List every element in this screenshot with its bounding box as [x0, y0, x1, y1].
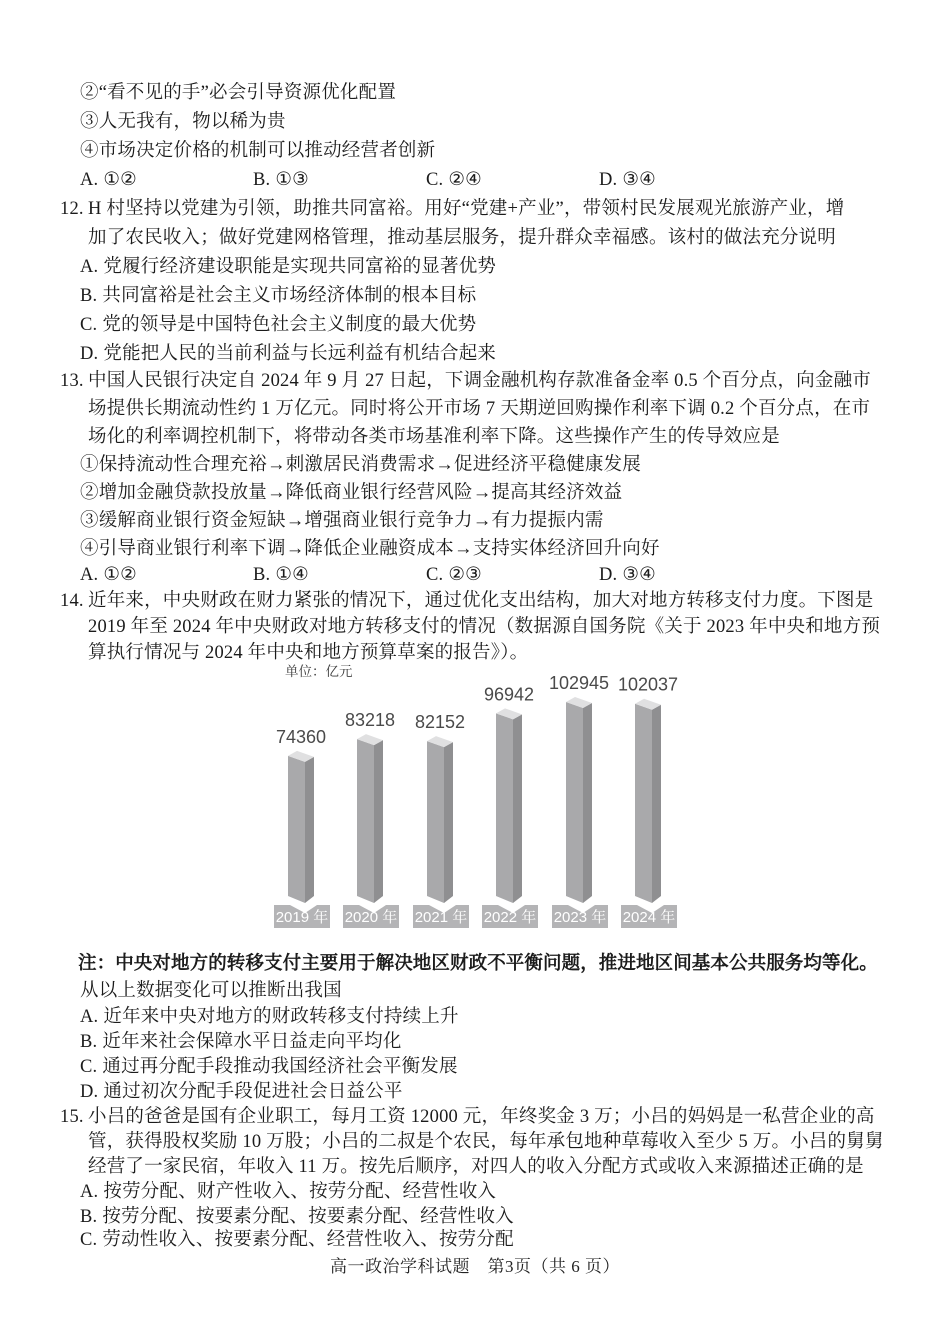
- answer-option: [80, 256, 496, 278]
- bar-column-left-face: [357, 739, 374, 903]
- option-label: D.: [599, 170, 618, 190]
- option-label: A.: [80, 565, 99, 585]
- option-text: 近年来中央对地方的财政转移支付持续上升: [103, 1007, 459, 1027]
- bar-value-label: 74360: [275, 726, 327, 747]
- option-label: B.: [80, 1032, 98, 1052]
- option-text: ②③: [448, 565, 482, 585]
- question-text: 中国人民银行决定自 2024 年 9 月 27 日起，下调金融机构存款准备金率 0.5 个百分点，向金融市: [88, 371, 871, 391]
- chart-note-line: 注：中央对地方的转移支付主要用于解决地区财政不平衡问题，推进地区间基本公共服务均等化。: [78, 954, 878, 974]
- bar-category-label: 2023 年: [553, 909, 607, 926]
- bar-column-right-face: [305, 757, 314, 903]
- question-line: [60, 370, 871, 392]
- option-text: ①④: [275, 565, 309, 585]
- option-text: 劳动性收入、按要素分配、经营性收入、按劳分配: [102, 1230, 514, 1250]
- bar-column-left-face: [635, 704, 652, 903]
- question-line: [60, 1106, 875, 1128]
- answer-option: [80, 314, 476, 336]
- option-label: D.: [80, 1082, 99, 1102]
- answer-option: [80, 564, 137, 586]
- answer-option: [253, 169, 309, 191]
- list-item-line: ②“看不见的手”必会引导资源优化配置: [80, 83, 397, 103]
- bar-category-label: 2024 年: [622, 909, 676, 926]
- option-label: A.: [80, 1007, 99, 1027]
- question-line-continuation: 场化的利率调控机制下，将带动各类市场基准利率下降。这些操作产生的传导效应是: [88, 427, 780, 447]
- option-label: D.: [599, 565, 618, 585]
- list-item-line: ②增加金融贷款投放量→降低商业银行经营风险→提高其经济效益: [80, 483, 623, 503]
- option-label: C.: [426, 565, 444, 585]
- option-text: 党履行经济建设职能是实现共同富裕的显著优势: [103, 257, 497, 277]
- question-line-continuation: 经营了一家民宿，年收入 11 万。按先后顺序，对四人的收入分配方式或收入来源描述正确的是: [88, 1157, 864, 1177]
- answer-option: [253, 564, 309, 586]
- chart-unit-label: 单位：亿元: [285, 664, 353, 679]
- list-item-line: ③缓解商业银行资金短缺→增强商业银行竞争力→有力提振内需: [80, 511, 604, 531]
- bar-category-label: 2020 年: [344, 909, 398, 926]
- option-label: A.: [80, 170, 99, 190]
- answer-option: [80, 1229, 514, 1251]
- answer-option: [80, 343, 496, 365]
- option-label: C.: [80, 1230, 98, 1250]
- question-number: 12.: [60, 199, 84, 219]
- question-line-continuation: 算执行情况与 2024 年中央和地方预算草案的报告》）。: [88, 643, 529, 663]
- answer-option: [80, 1031, 402, 1053]
- list-item-line: ④引导商业银行利率下调→降低企业融资成本→支持实体经济回升向好: [80, 539, 660, 559]
- option-text: 共同富裕是社会主义市场经济体制的根本目标: [102, 286, 477, 306]
- question-line-continuation: 加了农民收入；做好党建网格管理，推动基层服务，提升群众幸福感。该村的做法充分说明: [88, 228, 837, 248]
- option-text: ①③: [275, 170, 309, 190]
- bar-column-left-face: [566, 702, 583, 903]
- answer-option: [80, 1081, 403, 1103]
- question-number: 14.: [60, 591, 84, 611]
- option-text: 通过再分配手段推动我国经济社会平衡发展: [102, 1057, 458, 1077]
- option-text: 按劳分配、财产性收入、按劳分配、经营性收入: [103, 1182, 497, 1202]
- option-text: 党能把人民的当前利益与长远利益有机结合起来: [103, 344, 497, 364]
- list-item-line: ③人无我有，物以稀为贵: [80, 112, 286, 132]
- transfer-payment-bar-chart: [255, 660, 715, 940]
- bar-column-right-face: [374, 740, 383, 903]
- answer-option: [599, 564, 656, 586]
- option-label: D.: [80, 344, 99, 364]
- question-line-continuation: 管，获得股权奖励 10 万股；小吕的二叔是个农民，每年承包地种草莓收入至少 5 万。小吕的舅舅: [88, 1132, 884, 1152]
- bar-column-left-face: [427, 741, 444, 903]
- answer-option: [80, 285, 476, 307]
- answer-option: [599, 169, 656, 191]
- option-label: B.: [80, 286, 98, 306]
- answer-option: [80, 1006, 459, 1028]
- question-text: H 村坚持以党建为引领，助推共同富裕。用好“党建+产业”，带领村民发展观光旅游产业，增: [88, 199, 845, 219]
- option-text: 党的领导是中国特色社会主义制度的最大优势: [102, 315, 477, 335]
- bar-column-right-face: [652, 705, 661, 903]
- option-label: B.: [253, 565, 271, 585]
- question-line-continuation: 2019 年至 2024 年中央财政对地方转移支付的情况（数据源自国务院《关于 2023 年中央和地方预: [88, 617, 881, 637]
- bar-category-label: 2022 年: [483, 909, 537, 926]
- bar-category-label: 2021 年: [414, 909, 468, 926]
- option-text: ②④: [448, 170, 482, 190]
- answer-option: [80, 1206, 514, 1228]
- list-item-line: ①保持流动性合理充裕→刺激居民消费需求→促进经济平稳健康发展: [80, 455, 642, 475]
- list-item-line: 从以上数据变化可以推断出我国: [80, 981, 342, 1001]
- option-text: 按劳分配、按要素分配、按要素分配、经营性收入: [102, 1207, 514, 1227]
- answer-option: [80, 1056, 458, 1078]
- question-text: 小吕的爸爸是国有企业职工，每月工资 12000 元，年终奖金 3 万；小吕的妈妈是一私营企业的高: [88, 1107, 875, 1127]
- list-item-line: ④市场决定价格的机制可以推动经营者创新: [80, 141, 436, 161]
- bar-value-label: 83218: [344, 710, 396, 731]
- option-text: ①②: [103, 565, 137, 585]
- option-text: ①②: [103, 170, 137, 190]
- bar-column-right-face: [583, 703, 592, 903]
- option-label: A.: [80, 257, 99, 277]
- option-text: 近年来社会保障水平日益走向平均化: [102, 1032, 402, 1052]
- bar-column-right-face: [444, 742, 453, 903]
- question-text: 近年来，中央财政在财力紧张的情况下，通过优化支出结构，加大对地方转移支付力度。下图是: [88, 591, 874, 611]
- answer-option: [80, 169, 137, 191]
- option-label: B.: [80, 1207, 98, 1227]
- bar-category-label: 2019 年: [275, 909, 329, 926]
- option-text: ③④: [622, 565, 656, 585]
- option-text: 通过初次分配手段促进社会日益公平: [103, 1082, 403, 1102]
- page-footer: 高一政治学科试题 第3页（共 6 页）: [330, 1257, 620, 1276]
- bar-value-label: 96942: [483, 684, 535, 705]
- question-line-continuation: 场提供长期流动性约 1 万亿元。同时将公开市场 7 天期逆回购操作利率下调 0.2 个百分点，在市: [88, 399, 871, 419]
- question-number: 15.: [60, 1107, 84, 1127]
- option-label: A.: [80, 1182, 99, 1202]
- option-label: C.: [80, 1057, 98, 1077]
- question-number: 13.: [60, 371, 84, 391]
- bar-column-right-face: [513, 714, 522, 903]
- bar-value-label: 102945: [548, 673, 610, 693]
- option-label: C.: [80, 315, 98, 335]
- option-label: B.: [253, 170, 271, 190]
- bar-column-left-face: [496, 713, 513, 903]
- option-label: C.: [426, 170, 444, 190]
- question-line: [60, 198, 844, 220]
- answer-option: [426, 564, 482, 586]
- answer-option: [426, 169, 482, 191]
- bar-value-label: 102037: [617, 674, 679, 695]
- bar-column-left-face: [288, 756, 305, 903]
- bar-value-label: 82152: [414, 712, 466, 733]
- question-line: [60, 590, 873, 612]
- answer-option: [80, 1181, 496, 1203]
- option-text: ③④: [622, 170, 656, 190]
